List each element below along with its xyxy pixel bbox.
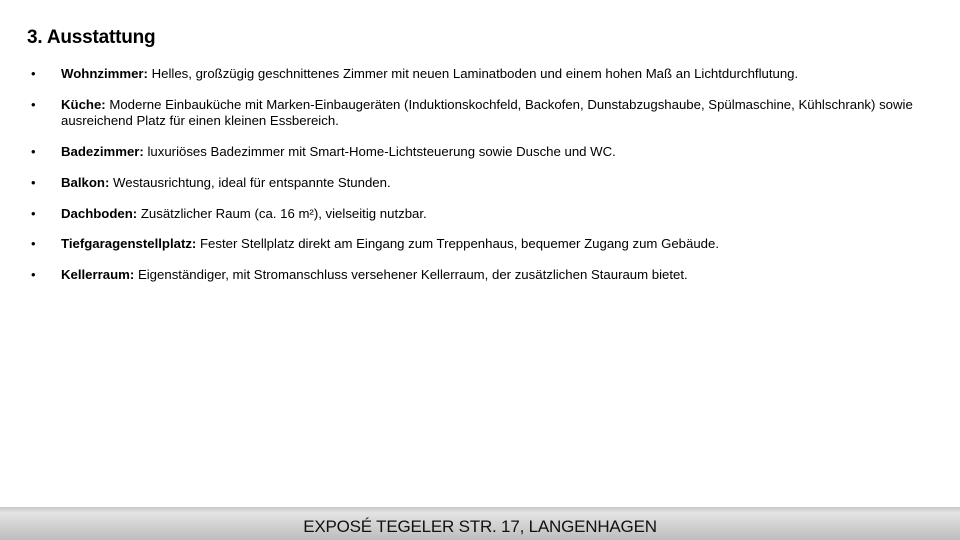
list-item [0, 236, 960, 253]
item-label: Dachboden: [61, 205, 138, 221]
bullet-icon: • [31, 96, 36, 112]
bullet-icon: • [31, 66, 36, 81]
bullet-icon: • [31, 236, 36, 252]
item-label: Küche: [61, 96, 106, 112]
list-item [0, 267, 960, 284]
list-item [0, 97, 960, 130]
list-item [0, 66, 960, 83]
item-label: Tiefgaragenstellplatz: [61, 236, 197, 252]
bullet-icon: • [31, 205, 36, 221]
footer-title: EXPOSÉ TEGELER STR. 17, LANGENHAGEN [303, 517, 657, 536]
item-label: Badezimmer: [61, 144, 144, 160]
item-label: Wohnzimmer: [61, 66, 148, 81]
item-text: Fester Stellplatz direkt am Eingang zum Treppenhaus, bequemer Zugang zum Gebäude. [196, 236, 719, 252]
bullet-icon: • [31, 144, 36, 160]
item-text: Helles, großzügig geschnittenes Zimmer mit neuen Laminatboden und einem hohen Maß an Lichtdurchflutung. [147, 66, 799, 81]
item-text: Eigenständiger, mit Stromanschluss versehener Kellerraum, der zusätzlichen Stauraum bietet. [134, 267, 688, 283]
feature-list [0, 66, 960, 298]
section-heading: 3. Ausstattung [27, 27, 156, 48]
footer-bar [0, 507, 960, 540]
bullet-icon: • [31, 267, 36, 283]
item-label: Balkon: [61, 174, 110, 190]
item-text: Westausrichtung, ideal für entspannte Stunden. [109, 174, 391, 190]
item-text: luxuriöses Badezimmer mit Smart-Home-Lichtsteuerung sowie Dusche und WC. [143, 144, 616, 160]
list-item [0, 144, 960, 161]
item-text: Moderne Einbauküche mit Marken-Einbaugeräten (Induktionskochfeld, Backofen, Dunstabzugshaube, Spülmaschine, Kühlschrank) sowie ausreichend Platz für einen kleinen Essbereich. [61, 96, 913, 129]
bullet-icon: • [31, 174, 36, 190]
list-item [0, 206, 960, 223]
list-item [0, 175, 960, 192]
item-text: Zusätzlicher Raum (ca. 16 m²), vielseitig nutzbar. [137, 205, 427, 221]
item-label: Kellerraum: [61, 267, 135, 283]
